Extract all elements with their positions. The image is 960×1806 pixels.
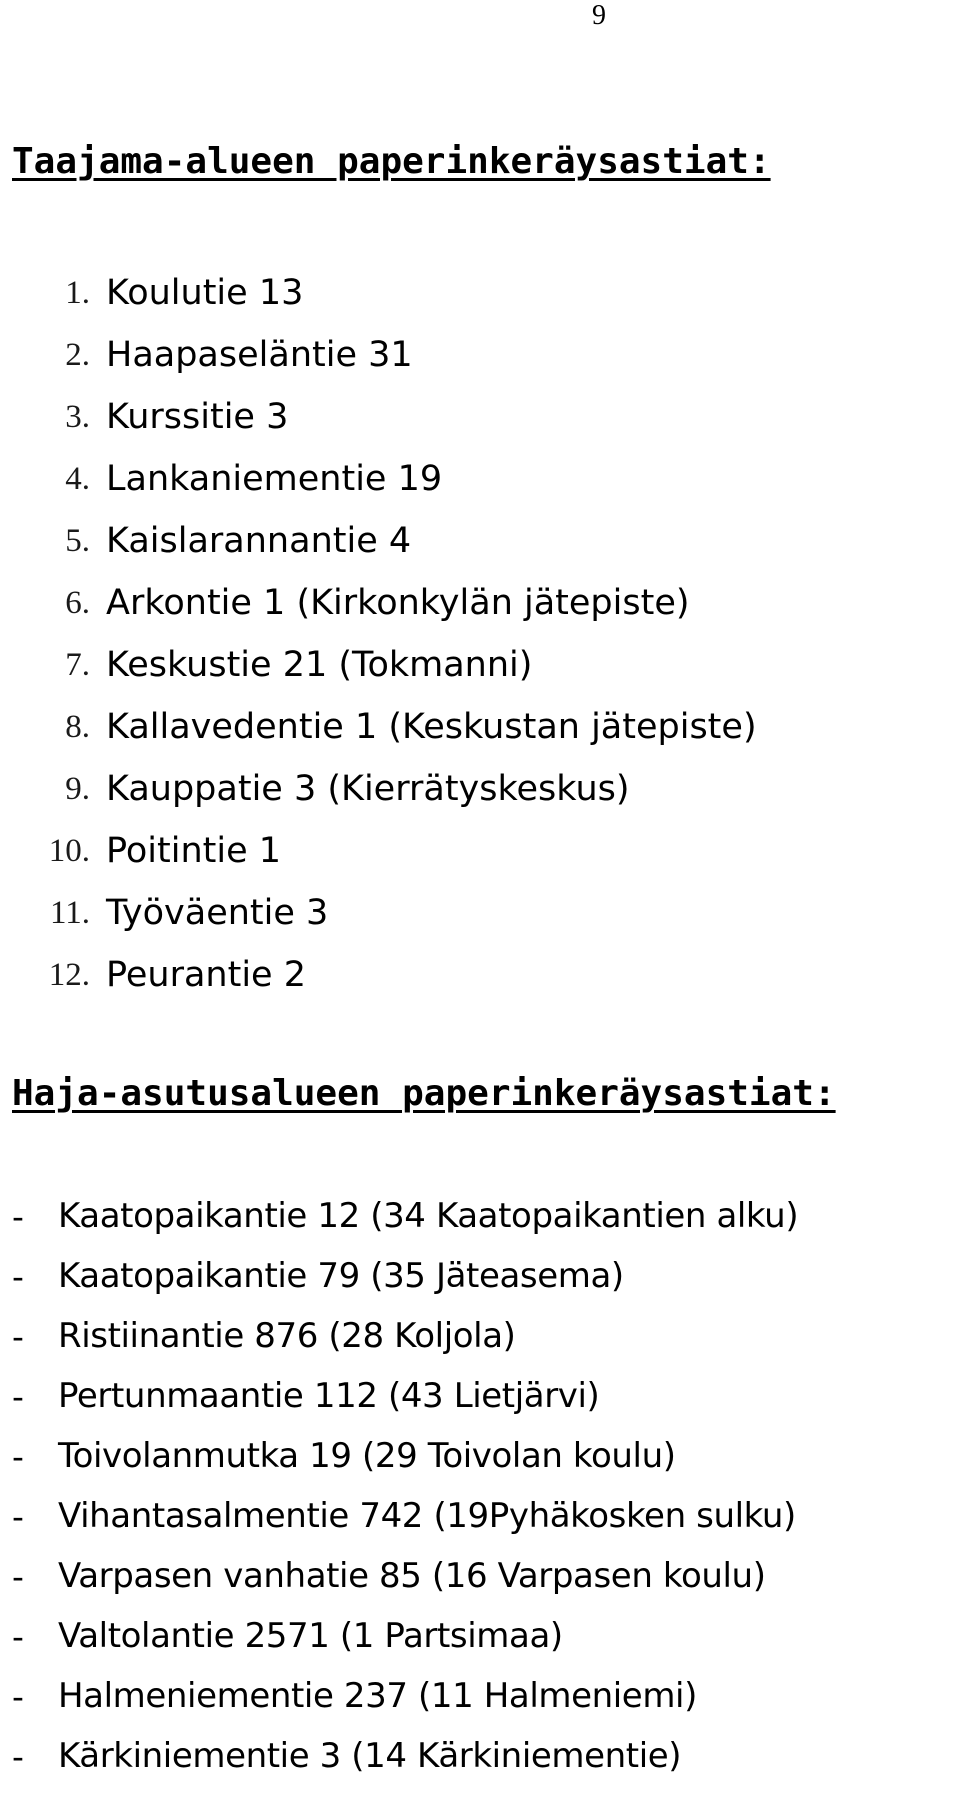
item-dash: - <box>12 1256 24 1296</box>
list-item <box>0 696 757 758</box>
list-item <box>0 386 757 448</box>
list-item <box>0 510 757 572</box>
list-item <box>0 1366 798 1426</box>
item-address: Ristiinantie 876 (28 Koljola) <box>58 1316 516 1356</box>
item-number: 9. <box>65 770 90 807</box>
item-number: 2. <box>65 336 90 373</box>
list-item <box>0 820 757 882</box>
page-number: 9 <box>592 0 606 31</box>
item-number: 8. <box>65 708 90 745</box>
list-item <box>0 1426 798 1486</box>
item-address: Kärkiniementie 3 (14 Kärkiniementie) <box>58 1736 682 1776</box>
item-address: Kauppatie 3 (Kierrätyskeskus) <box>106 769 630 809</box>
item-number: 10. <box>48 832 90 869</box>
list-item <box>0 1606 798 1666</box>
urban-heading: Taajama-alueen paperinkeräysastiat: <box>12 141 771 182</box>
list-item <box>0 634 757 696</box>
list-item <box>0 1246 798 1306</box>
item-dash: - <box>12 1196 24 1236</box>
item-address: Pertunmaantie 112 (43 Lietjärvi) <box>58 1376 600 1416</box>
item-dash: - <box>12 1616 24 1656</box>
list-item <box>0 572 757 634</box>
item-number: 4. <box>65 460 90 497</box>
item-address: Koulutie 13 <box>106 273 304 313</box>
item-dash: - <box>12 1676 24 1716</box>
item-address: Halmeniementie 237 (11 Halmeniemi) <box>58 1676 697 1716</box>
list-item <box>0 758 757 820</box>
list-item <box>0 944 757 1006</box>
list-item <box>0 262 757 324</box>
item-address: Kallavedentie 1 (Keskustan jätepiste) <box>106 707 757 747</box>
list-item <box>0 1666 798 1726</box>
rural-heading: Haja-asutusalueen paperinkeräysastiat: <box>12 1073 836 1114</box>
item-number: 7. <box>65 646 90 683</box>
item-number: 5. <box>65 522 90 559</box>
item-address: Arkontie 1 (Kirkonkylän jätepiste) <box>106 583 690 623</box>
item-address: Kurssitie 3 <box>106 397 289 437</box>
list-item <box>0 324 757 386</box>
item-address: Poitintie 1 <box>106 831 281 871</box>
list-item <box>0 882 757 944</box>
rural-list <box>0 1186 798 1786</box>
item-address: Varpasen vanhatie 85 (16 Varpasen koulu) <box>58 1556 766 1596</box>
item-number: 6. <box>65 584 90 621</box>
item-dash: - <box>12 1436 24 1476</box>
list-item <box>0 448 757 510</box>
item-number: 1. <box>65 274 90 311</box>
item-address: Haapaseläntie 31 <box>106 335 413 375</box>
list-item <box>0 1186 798 1246</box>
item-number: 3. <box>65 398 90 435</box>
item-number: 12. <box>48 956 90 993</box>
item-dash: - <box>12 1316 24 1356</box>
item-dash: - <box>12 1376 24 1416</box>
item-address: Toivolanmutka 19 (29 Toivolan koulu) <box>58 1436 676 1476</box>
item-address: Valtolantie 2571 (1 Partsimaa) <box>58 1616 563 1656</box>
item-address: Lankaniementie 19 <box>106 459 443 499</box>
item-address: Kaislarannantie 4 <box>106 521 412 561</box>
item-address: Vihantasalmentie 742 (19Pyhäkosken sulku) <box>58 1496 796 1536</box>
item-address: Peurantie 2 <box>106 955 306 995</box>
item-address: Kaatopaikantie 12 (34 Kaatopaikantien alku) <box>58 1196 799 1236</box>
item-address: Työväentie 3 <box>106 893 329 933</box>
item-dash: - <box>12 1496 24 1536</box>
list-item <box>0 1486 798 1546</box>
item-dash: - <box>12 1556 24 1596</box>
item-dash: - <box>12 1736 24 1776</box>
list-item <box>0 1546 798 1606</box>
list-item <box>0 1306 798 1366</box>
list-item <box>0 1726 798 1786</box>
item-address: Keskustie 21 (Tokmanni) <box>106 645 533 685</box>
urban-list <box>0 262 757 1006</box>
item-address: Kaatopaikantie 79 (35 Jäteasema) <box>58 1256 624 1296</box>
item-number: 11. <box>49 894 90 931</box>
